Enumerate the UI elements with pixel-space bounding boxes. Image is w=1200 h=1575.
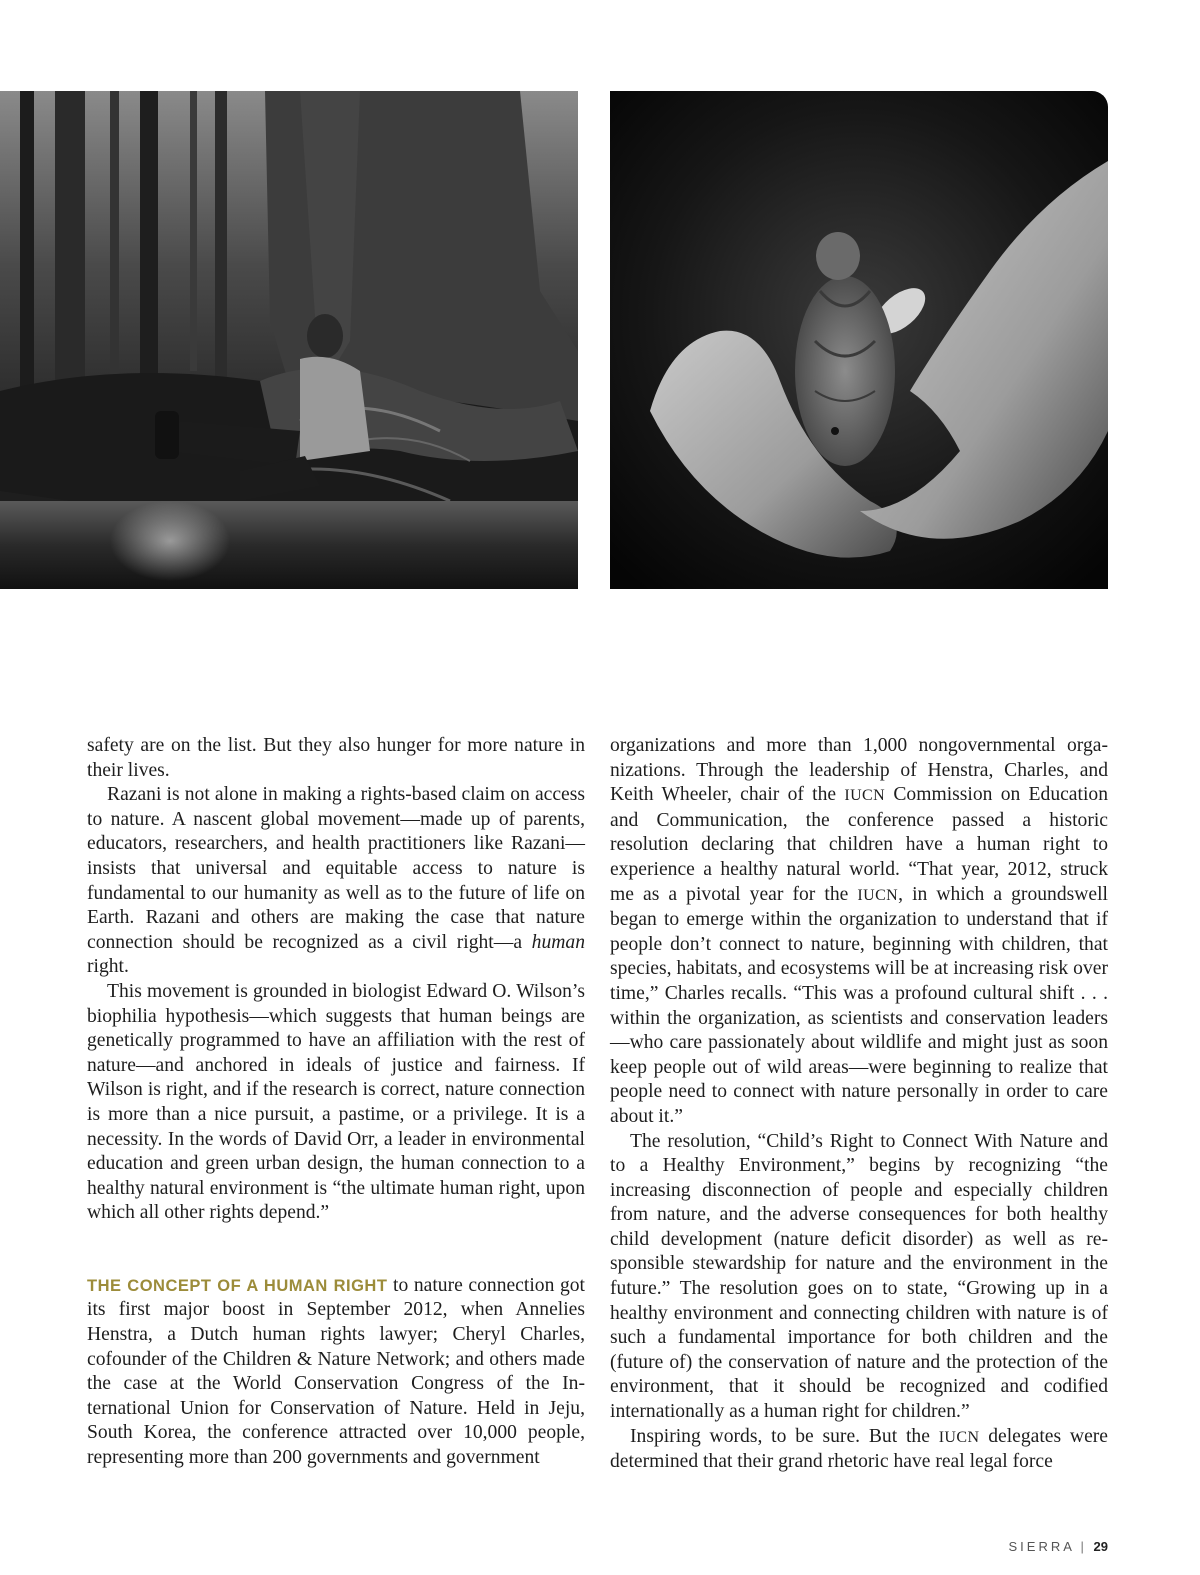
page-folio: [1008, 1539, 1108, 1554]
section-paragraph: THE CONCEPT OF A HUMAN RIGHT to nature connection got its first major boost in September 2012, when Annelies Henstra, a Dutch human rights lawyer; Cheryl Charles, cofounder of the Children & Nature Network; and others made the case at the World Conservation Congress of the International Union for Conservation of Nature. Held in Jeju, South Korea, the conference attracted over 10,000 people, representing more than 200 governments and government: [87, 1274, 585, 1469]
article-column-left: [87, 734, 585, 1471]
acronym: IUCN: [938, 1428, 980, 1446]
paragraph: The resolution, “Child’s Right to Connect With Nature and to a Healthy Environment,” begins by recognizing “the increasing disconnection of people and especially children from nature, and the adverse consequences for both healthy child development (nature deficit disorder) as well as responsible stewardship for nature and the environment in the future.” The resolution goes on to state, “Growing up in a healthy environment and connecting children with nature is of such a fundamental importance for both children and the (future of) the conservation of nature and the protection of the environment, that it should be recognized and codified internationally as a human right for children.”: [610, 1130, 1108, 1423]
paragraph: Razani is not alone in making a rights-based claim on access to nature. A nascent global movement—made up of parents, educators, researchers, and health practitioners like Razani—insists that universal and equitable access to nature is fundamental to our humanity as well as to the future of life on Earth. Razani and others are making the case that nature connection should be recognized as a civil right—a human right.: [87, 784, 585, 978]
italic-emphasis: human: [531, 931, 585, 953]
paragraph: This movement is grounded in biologist Edward O. Wilson’s biophilia hypothesis—which suggests that human beings are genetically programmed to have an affiliation with the rest of nature—and anchored in ideals of justice and fairness. If Wilson is right, and if the research is correct, nature connection is more than a nice pursuit, a pastime, or a privilege. It is a necessity. In the words of David Orr, a leader in environmental education and green urban design, the human connection to a healthy natural environment is “the ultimate human right, upon which all other rights depend.”: [87, 980, 585, 1224]
acronym: IUCN: [844, 787, 886, 805]
paragraph: Inspiring words, to be sure. But the IUCN delegates were determined that their grand rhetoric have real legal force: [610, 1425, 1108, 1473]
photo-hands-holding-bird: [610, 91, 1108, 589]
paragraph: organizations and more than 1,000 nongovernmental organizations. Through the leadership of Henstra, Charles, and Keith Wheeler, chair of the IUCN Commission on Education and Communication, the conference passed a historic resolution declaring that children have a human right to experience a healthy natural world. “That year, 2012, struck me as a pivotal year for the IUCN, in which a groundswell began to emerge within the organization to understand that if people don’t connect to nature, beginning with children, that species, habitats, and ecosystems will be at increasing risk over time,” Charles recalls. “This was a profound cultural shift . . . within the organization, as scientists and conservation leaders—who care passionately about wildlife and might just as soon keep people out of wild areas—were beginning to realize that people need to connect with nature personally in order to care about it.”: [610, 735, 1108, 1127]
paragraph: safety are on the list. But they also hunger for more nature in their lives.: [87, 735, 585, 781]
forest-stream-illustration: [0, 91, 578, 589]
hands-bird-illustration: [610, 91, 1108, 589]
folio-separator: |: [1080, 1539, 1084, 1554]
page-number: 29: [1093, 1539, 1108, 1554]
photo-girl-by-stream: [0, 91, 578, 589]
magazine-name: SIERRA: [1008, 1539, 1075, 1554]
acronym: IUCN: [857, 886, 899, 904]
article-column-right: [610, 734, 1108, 1475]
section-lead-in: THE CONCEPT OF A HUMAN RIGHT: [87, 1276, 388, 1295]
